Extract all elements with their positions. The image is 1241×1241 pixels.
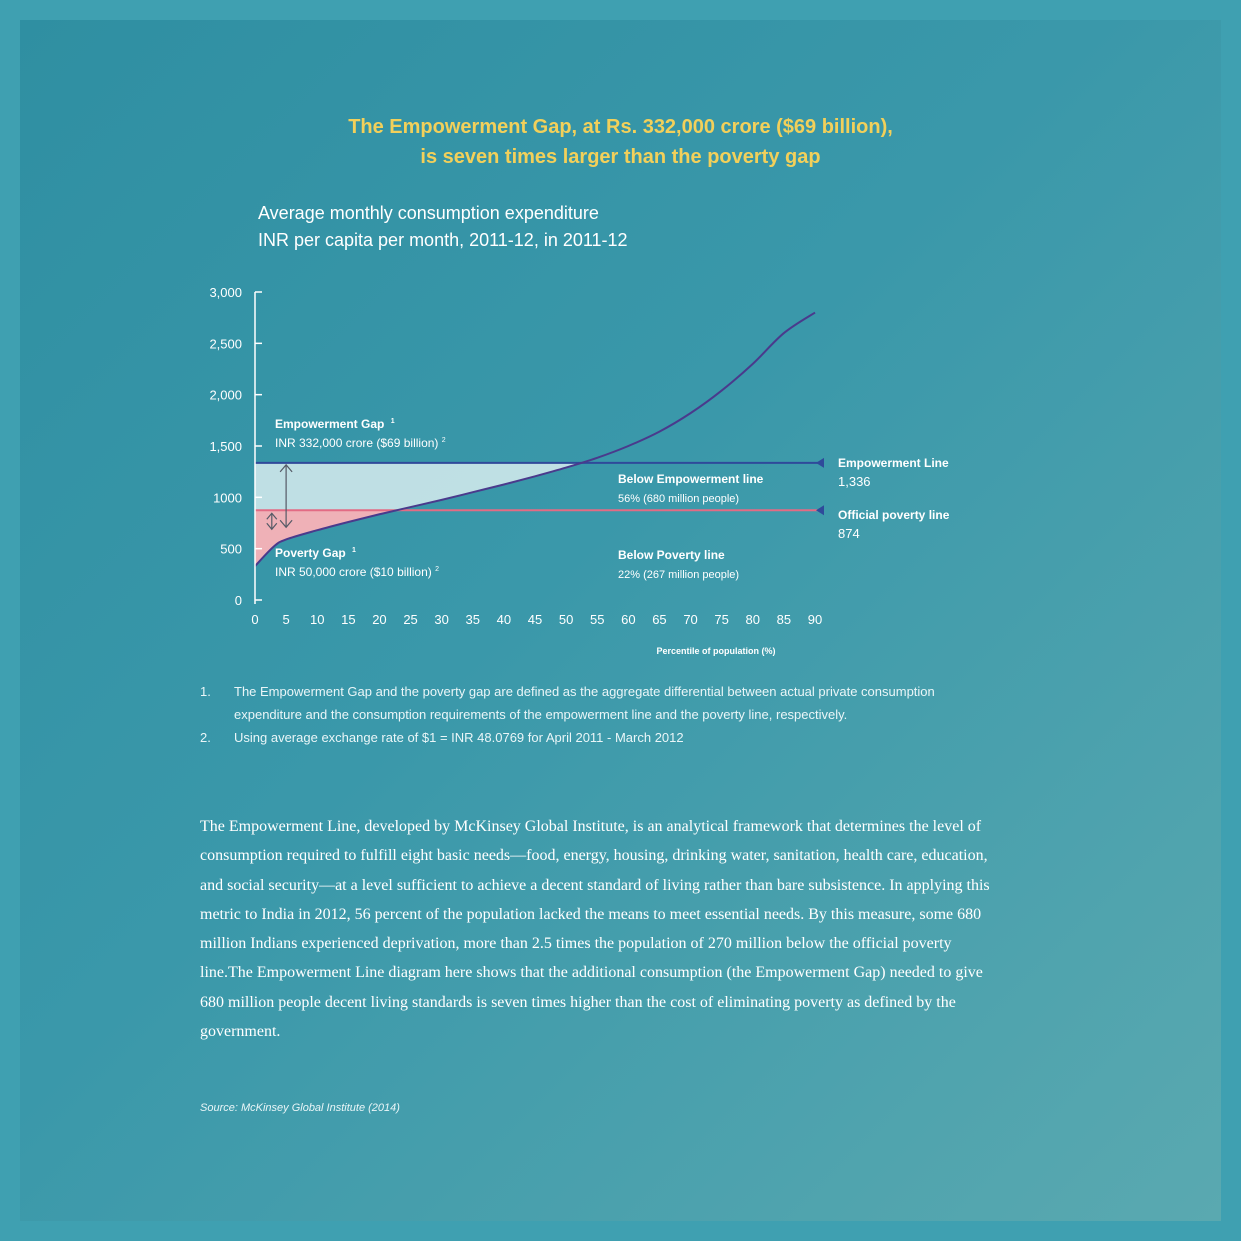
footnote-2 bbox=[200, 726, 990, 749]
below-poverty-value: 22% (267 million people) bbox=[618, 569, 740, 581]
footnote-text: The Empowerment Gap and the poverty gap are defined as the aggregate differential between actual private consumption expenditure and the consumption requirements of the empowerment line and the poverty line, respectively. bbox=[234, 684, 935, 722]
x-tick-label: 0 bbox=[251, 612, 259, 627]
page-panel bbox=[20, 20, 1221, 1221]
x-tick-label: 25 bbox=[403, 612, 418, 627]
y-tick-label: 3,000 bbox=[209, 285, 242, 300]
x-tick-label: 65 bbox=[652, 612, 667, 627]
x-tick-label: 80 bbox=[745, 612, 761, 627]
y-tick-label: 0 bbox=[234, 593, 242, 608]
y-tick-label: 500 bbox=[220, 541, 242, 557]
source-note: Source: McKinsey Global Institute (2014) bbox=[200, 1102, 400, 1114]
footnote-text: Using average exchange rate of $1 = INR 48.0769 for April 2011 - March 2012 bbox=[234, 730, 684, 745]
poverty-line-name: Official poverty line bbox=[838, 508, 950, 522]
empowerment-gap-value: INR 332,000 crore ($69 billion) bbox=[275, 436, 439, 450]
subtitle-line-2: INR per capita per month, 2011-12, in 2011-12 bbox=[258, 230, 628, 250]
poverty-gap-value: INR 50,000 crore ($10 billion) bbox=[275, 565, 432, 579]
footnote-mark-2: 2 bbox=[435, 566, 439, 573]
x-tick-label: 5 bbox=[282, 612, 290, 627]
y-tick-label: 2,000 bbox=[209, 387, 242, 403]
poverty-line-value: 874 bbox=[838, 526, 860, 541]
below-poverty-title: Below Poverty line bbox=[618, 548, 725, 562]
y-tick-label: 1000 bbox=[213, 490, 242, 506]
x-axis-label: Percentile of population (%) bbox=[656, 646, 776, 656]
poverty-gap-title: Poverty Gap bbox=[275, 546, 346, 560]
y-axis bbox=[209, 285, 262, 608]
x-tick-label: 75 bbox=[714, 612, 729, 627]
footnote-mark-2: 2 bbox=[441, 437, 446, 444]
x-tick-label: 70 bbox=[683, 612, 698, 627]
x-tick-label: 20 bbox=[372, 612, 387, 627]
reference-markers bbox=[816, 458, 824, 515]
x-tick-label: 40 bbox=[496, 612, 512, 627]
footnote-mark-1: 1 bbox=[352, 547, 356, 554]
x-tick-label: 50 bbox=[558, 612, 574, 627]
empowerment-line-name: Empowerment Line bbox=[838, 456, 949, 470]
empowerment-marker-icon bbox=[816, 458, 824, 468]
title-line-1: The Empowerment Gap, at Rs. 332,000 crore ($69 billion), bbox=[348, 116, 893, 138]
x-tick-label: 15 bbox=[341, 612, 356, 627]
title-line-2: is seven times larger than the poverty gap bbox=[420, 146, 821, 168]
empowerment-gap-label bbox=[275, 417, 395, 431]
y-tick-label: 1,500 bbox=[209, 439, 242, 454]
empowerment-gap-title: Empowerment Gap bbox=[275, 417, 385, 431]
x-tick-label: 10 bbox=[309, 612, 325, 627]
footnote-number: 2. bbox=[200, 730, 211, 745]
footnote-number: 1. bbox=[200, 684, 211, 699]
x-tick-label: 85 bbox=[776, 612, 792, 627]
below-empowerment-title: Below Empowerment line bbox=[618, 472, 764, 486]
x-tick-label: 30 bbox=[434, 612, 449, 627]
below-empowerment-value: 56% (680 million people) bbox=[618, 493, 740, 505]
empowerment-line-chart bbox=[20, 20, 1221, 680]
poverty-marker-icon bbox=[816, 505, 824, 515]
footnotes bbox=[200, 680, 990, 749]
empowerment-gap-value-label bbox=[275, 436, 446, 450]
footnote-1 bbox=[200, 680, 990, 726]
empowerment-line-value: 1,336 bbox=[838, 474, 871, 489]
x-tick-label: 55 bbox=[589, 612, 605, 627]
body-paragraph: The Empowerment Line, developed by McKinsey Global Institute, is an analytical framework that determines the level of consumption required to fulfill eight basic needs—food, energy, housing, drinking water, sanitation, health care, education, and social security—at a level sufficient to achieve a decent standard of living rather than bare subsistence. In applying this metric to India in 2012, 56 percent of the population lacked the means to meet essential needs. By this measure, some 680 million Indians experienced deprivation, more than 2.5 times the population of 270 million below the official poverty line.The Empowerment Line diagram here shows that the additional consumption (the Empowerment Gap) needed to give 680 million people decent living standards is seven times higher than the cost of eliminating poverty as defined by the government. bbox=[200, 818, 990, 1041]
x-tick-label: 45 bbox=[527, 612, 543, 627]
poverty-gap-label bbox=[275, 546, 356, 560]
poverty-gap-value-label bbox=[275, 565, 439, 579]
y-tick-label: 2,500 bbox=[209, 336, 242, 352]
x-axis bbox=[251, 612, 822, 627]
x-tick-label: 90 bbox=[807, 612, 823, 627]
x-tick-label: 35 bbox=[465, 612, 481, 627]
subtitle-line-1: Average monthly consumption expenditure bbox=[258, 203, 599, 223]
footnote-mark-1: 1 bbox=[390, 418, 395, 425]
x-tick-label: 60 bbox=[621, 612, 636, 627]
